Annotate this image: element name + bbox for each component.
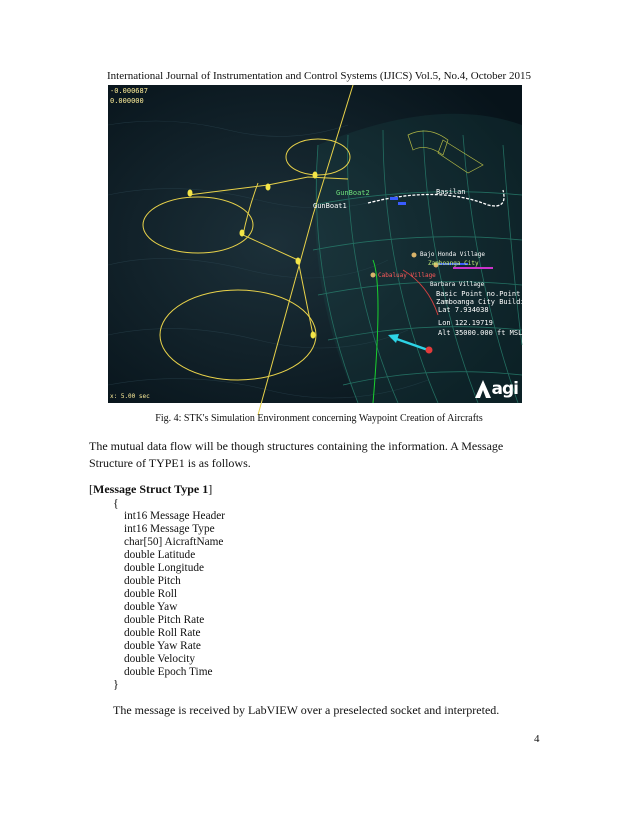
- label-gunboat1: GunBoat1: [313, 202, 347, 210]
- label-village2: Zamboanga City: [428, 260, 479, 267]
- label-village3: Cabaluay Village: [378, 272, 436, 279]
- label-village1: Bajo Honda Village: [420, 251, 486, 258]
- label-lat: Lat 7.934038: [438, 306, 489, 314]
- struct-title-text: Message Struct Type 1: [93, 482, 209, 496]
- struct-field: double Yaw: [124, 601, 178, 613]
- label-lon: Lon 122.19719: [438, 319, 493, 327]
- struct-field: char[50] AicraftName: [124, 536, 224, 548]
- readout-top-1: -0.000687: [110, 87, 148, 95]
- struct-field: double Roll Rate: [124, 627, 201, 639]
- aircraft-marker: [426, 347, 433, 354]
- page-number: 4: [534, 733, 540, 745]
- paragraph-labview: The message is received by LabVIEW over a preselected socket and interpreted.: [113, 703, 500, 717]
- struct-field: int16 Message Header: [124, 510, 226, 522]
- agi-logo-icon: [475, 380, 491, 398]
- struct-title: [89, 481, 549, 498]
- struct-title-close-bracket: ]: [208, 482, 213, 496]
- paragraph-intro: The mutual data flow will be though structures containing the information. A Message Structure of TYPE1 is as follows.: [89, 439, 504, 470]
- stk-simulation-figure: [108, 85, 533, 403]
- label-gunboat2: GunBoat2: [336, 189, 370, 197]
- struct-open-brace: {: [113, 496, 119, 510]
- figure-graphic: [108, 85, 522, 403]
- label-zamboanga-building: Zamboanga City Building: [436, 298, 533, 306]
- struct-field: int16 Message Type: [124, 523, 215, 535]
- label-village4: Barbara Village: [430, 281, 485, 288]
- label-alt: Alt 35000.000 ft MSL: [438, 329, 523, 337]
- struct-field: double Latitude: [124, 549, 196, 561]
- magenta-markers: [453, 267, 493, 269]
- struct-field: double Pitch: [124, 575, 181, 587]
- readout-bottom: x: 5.00 sec: [110, 393, 150, 400]
- page-header: International Journal of Instrumentation and Control Systems (IJICS) Vol.5, No.4, October 2015: [107, 70, 531, 82]
- struct-field: double Roll: [124, 588, 178, 600]
- label-basilan: Basilan: [436, 188, 466, 196]
- struct-close-brace: }: [113, 677, 119, 691]
- struct-field: double Yaw Rate: [124, 640, 201, 652]
- agi-logo: [475, 379, 518, 399]
- readout-top-2: 0.000000: [110, 97, 144, 105]
- struct-field: double Epoch Time: [124, 666, 213, 678]
- struct-field: double Pitch Rate: [124, 614, 205, 626]
- struct-field: double Longitude: [124, 562, 205, 574]
- struct-title-open-bracket: [: [89, 482, 93, 496]
- struct-field: double Velocity: [124, 653, 196, 665]
- agi-logo-text: agi: [491, 379, 518, 399]
- figure-caption: Fig. 4: STK's Simulation Environment concerning Waypoint Creation of Aircrafts: [155, 413, 483, 424]
- label-basic-point: Basic Point no.Point: [436, 290, 521, 298]
- globe-edge: [315, 114, 522, 403]
